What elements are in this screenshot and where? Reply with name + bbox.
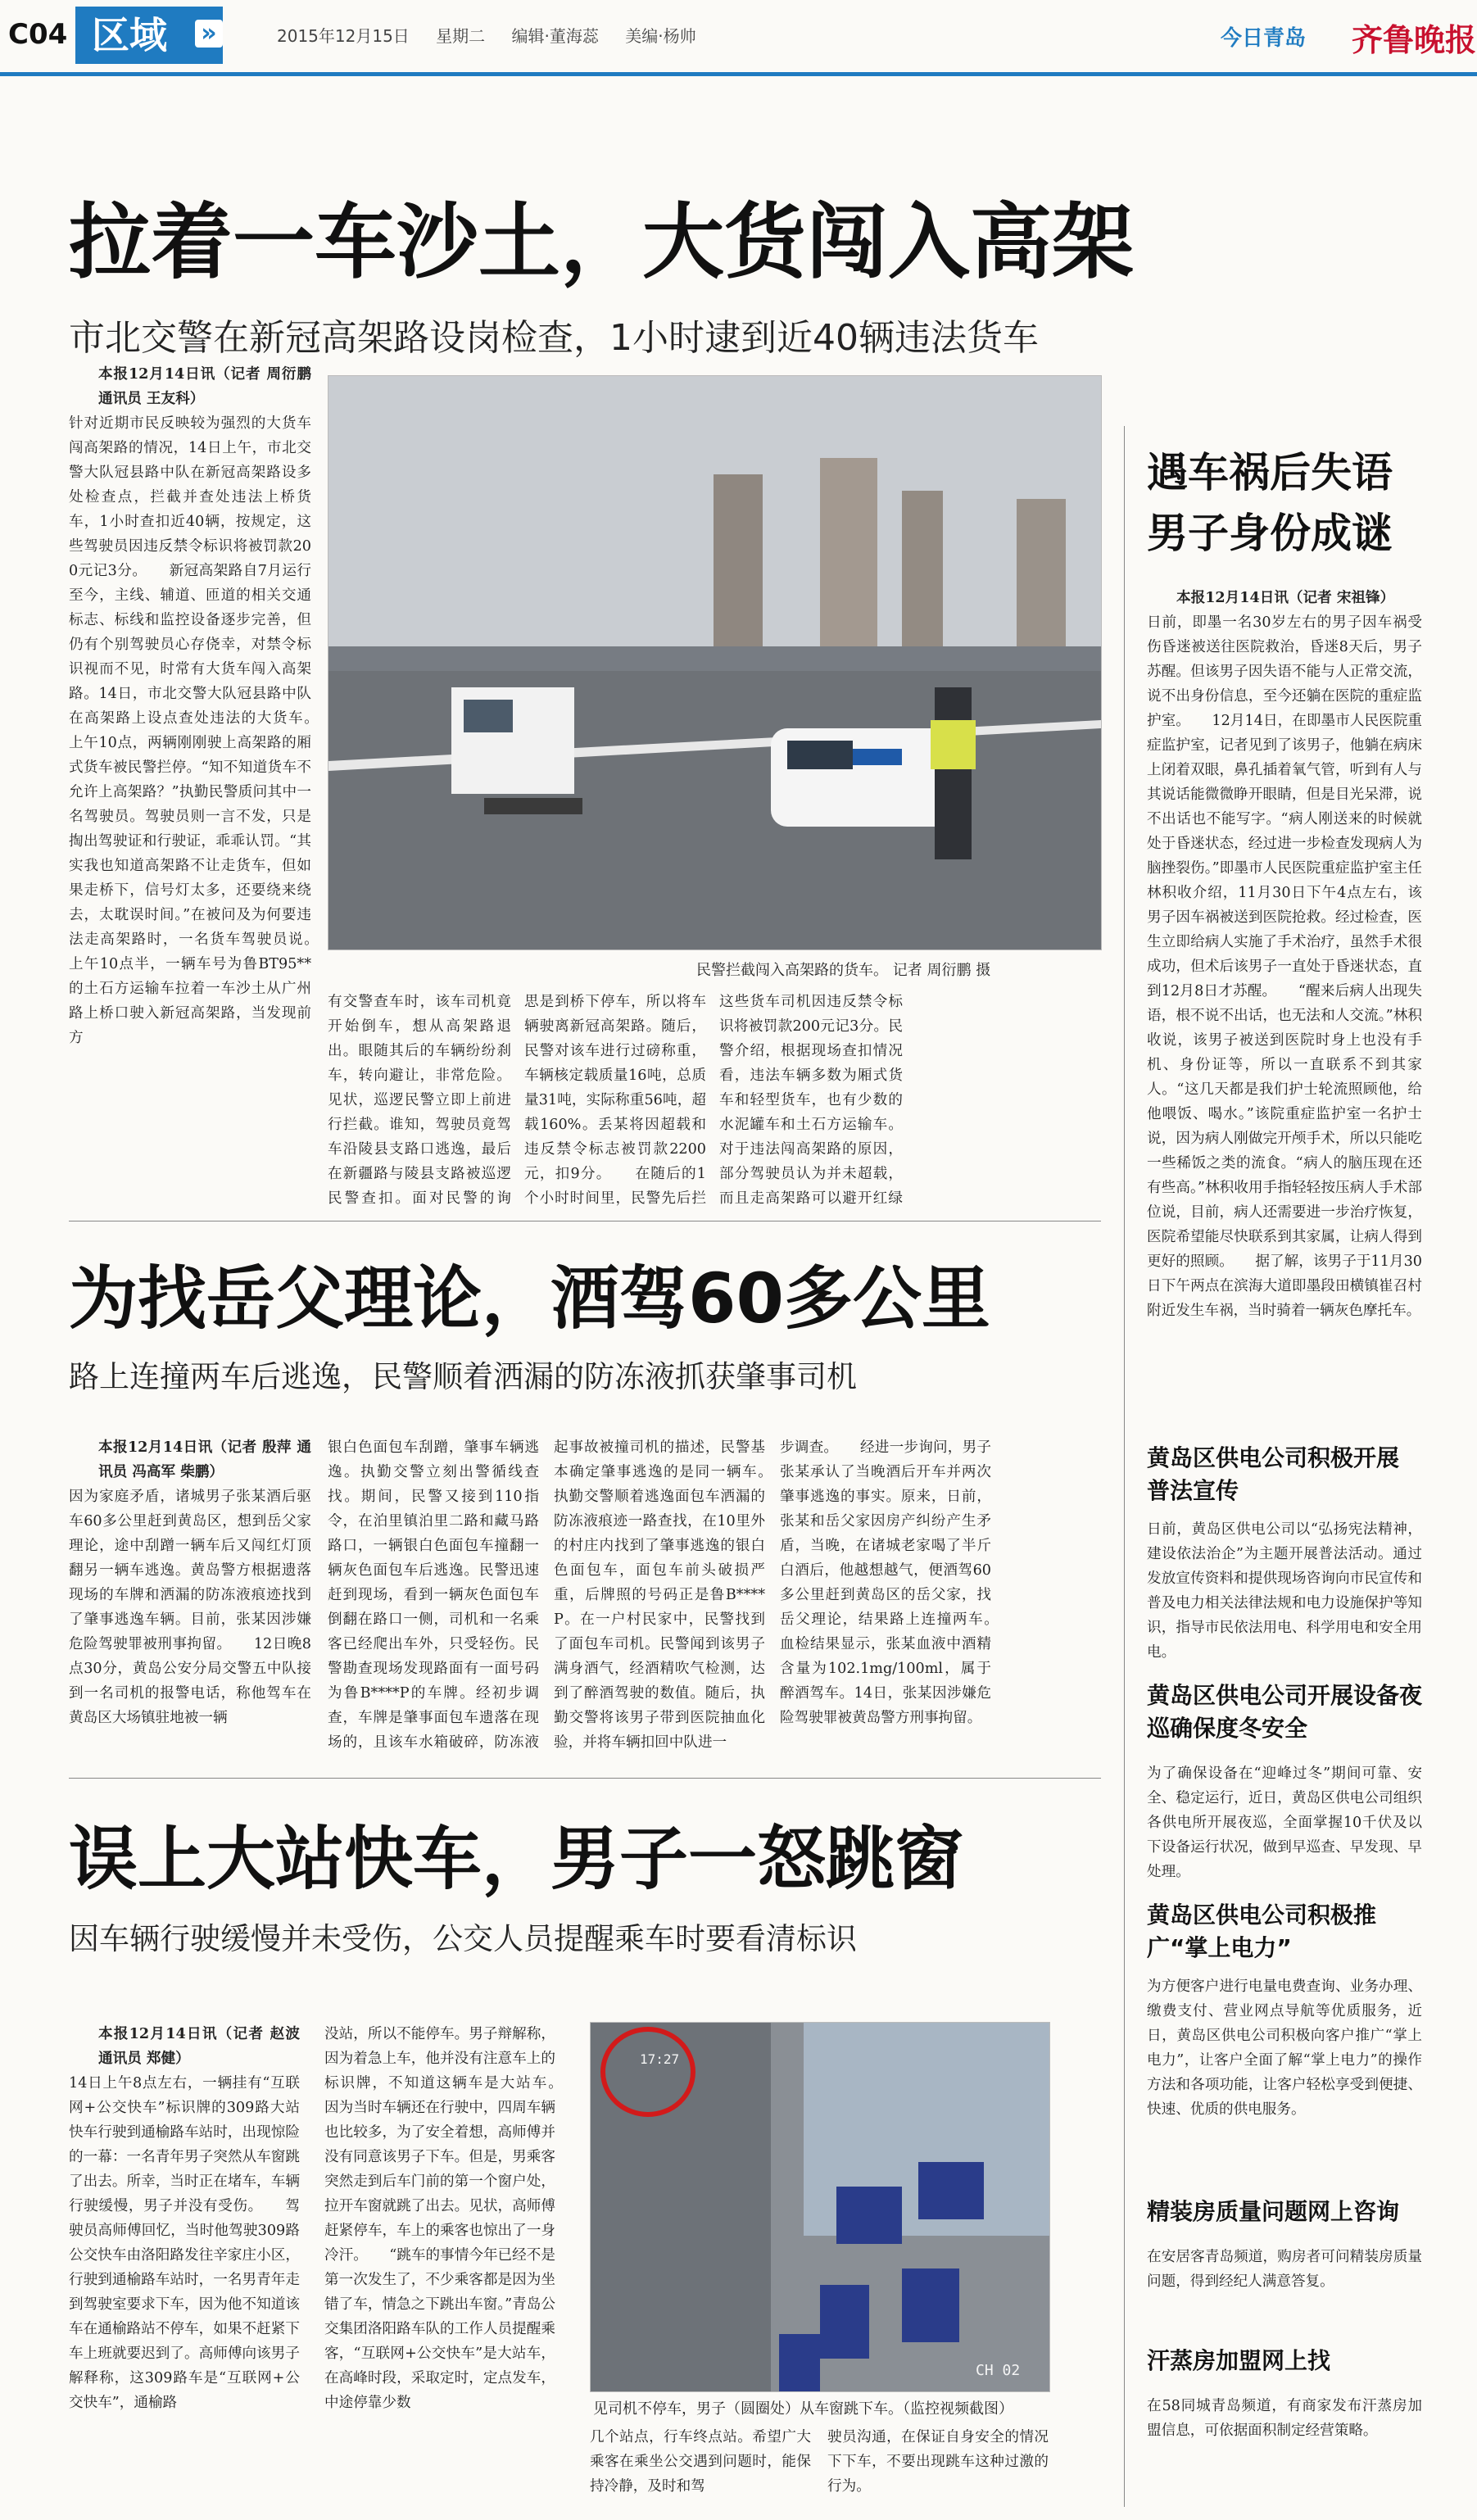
- cctv-channel: CH 02: [976, 2362, 1021, 2379]
- brief4-body: [1147, 2245, 1422, 2318]
- story3-text-3: 几个站点，行车终点站。希望广大乘客在乘坐公交遇到问题时，能保持冷静，及时和驾: [590, 2429, 811, 2495]
- story1-column-4: [719, 990, 903, 1208]
- designer-credit: 美编·杨帅: [625, 26, 696, 46]
- header-meta: [277, 23, 718, 47]
- sidebar-lead-title: 遇车祸后失语 男子身份成谜: [1147, 449, 1393, 557]
- story2-text-2: 银白色面包车刮蹭，肇事车辆逃逸。执勤交警立刻出警循线查找。期间，民警又接到110指令，在泊里镇泊里二路和藏马路路口，一辆银白色面包车撞翻一辆灰色面包车后逃逸。民警迅速赶到现场，看到一辆灰色面包车倒翻在路口一侧，司机和一名乘客已经爬出车外，只受轻伤。民警勘查现场发现路面有一面号码为鲁B****P的车牌。经初步调查，车牌是肇事面包车遗落在现场的，且该车水箱破碎，防冻液: [328, 1439, 539, 1751]
- cctv-timestamp: 17:27: [640, 2051, 680, 2067]
- highway-photo: [328, 376, 1101, 950]
- double-chevron-right-icon: »: [195, 20, 223, 48]
- story2-headline: 为找岳父理论，酒驾60多公里: [69, 1258, 990, 1339]
- story2-subhead: 路上连撞两车后逃逸，民警顺着洒漏的防冻液抓获肇事司机: [69, 1359, 857, 1394]
- story2-text-4: 步调查。 经进一步询问，男子张某承认了当晚酒后开车并两次肇事逃逸的事实。原来，日前，张某和岳父家因房产纠纷产生矛盾，当晚，在诸城老家喝了半斤白酒后，他越想越气，便酒驾60多公里赶到黄岛区的岳父家，找岳父理论，结果路上连撞两车。 血检结果显示，张某血液中酒精含量为102.1mg/100ml，属于醉酒驾车。14日，张某因涉嫌危险驾驶罪被黄岛警方刑事拘留。: [780, 1439, 991, 1726]
- story2-text-3: 起事故被撞司机的描述，民警基本确定肇事逃逸的是同一辆车。 执勤交警顺着逃逸面包车洒漏的防冻液痕迹一路查找，在10里外的村庄内找到了肇事逃逸的银白色面包车，面包车前头破损严重，后牌照的号码正是鲁B****P。在一户村民家中，民警找到了面包车司机。民警闻到该男子满身酒气，经酒精吹气检测，达到了醉酒驾驶的数值。随后，执勤交警将该男子带到医院抽血化验，并将车辆扣回中队进一: [554, 1439, 765, 1751]
- brief2-text: 为了确保设备在“迎峰过冬”期间可靠、安全、稳定运行，近日，黄岛区供电公司组织各供电所开展夜巡，全面掌握10千伏及以下设备运行状况，做到早巡查、早发现、早处理。: [1147, 1765, 1422, 1880]
- story3-column-1: [69, 2022, 300, 2520]
- brief2-body: [1147, 1761, 1422, 1884]
- story3-photo: [590, 2022, 1050, 2392]
- story3-column-2: [324, 2022, 555, 2520]
- story3-photo-caption: 见司机不停车，男子（圆圈处）从车窗跳下车。（监控视频截图）: [593, 2400, 1013, 2418]
- brief1-body: [1147, 1517, 1422, 1663]
- story3-column-3: [590, 2425, 811, 2518]
- story1-text-2: 有交警查车时，该车司机竟开始倒车，想从高架路退出。眼随其后的车辆纷纷刹车，转向避让，非常危险。见状，巡逻民警立即上前进行拦截。谁知，驾驶员竟驾车沿陵县支路口逃逸，最后在新疆路与陵县支路被巡逻民警查扣。面对民警的询: [328, 994, 511, 1207]
- story2-text-1: 因为家庭矛盾，诸城男子张某酒后驱车60多公里赶到黄岛区，想到岳父家理论，途中刮蹭一辆车后又闯红灯顶翻另一辆车逃逸。黄岛警方根据遗落现场的车牌和洒漏的防冻液痕迹找到了肇事逃逸车辆。目前，张某因涉嫌危险驾驶罪被刑事拘留。 12日晚8点30分，黄岛公安分局交警五中队接到一名司机的报警电话，称他驾车在黄岛区大场镇驻地被一辆: [69, 1489, 311, 1726]
- brief5-text: 在58同城青岛频道，有商家发布汗蒸房加盟信息，可依据面积制定经营策略。: [1147, 2398, 1422, 2439]
- editor-credit: 编辑·董海蕊: [511, 26, 599, 46]
- sidebar-divider: [1124, 426, 1125, 2507]
- story3-byline: 本报12月14日讯（记者 赵波 通讯员 郑健）: [98, 2025, 300, 2067]
- story1-photo: [328, 375, 1102, 950]
- issue-weekday: 星期二: [436, 26, 486, 46]
- story1-photo-caption: 民警拦截闯入高架路的货车。 记者 周衍鹏 摄: [696, 962, 991, 979]
- brief3-body: [1147, 1974, 1422, 2171]
- story3-subhead: 因车辆行驶缓慢并未受伤，公交人员提醒乘车时要看清标识: [69, 1921, 857, 1956]
- story1-column-1: [69, 362, 311, 1208]
- brief3-text: 为方便客户进行电量电费查询、业务办理、缴费支付、营业网点导航等优质服务，近日，黄岛区供电公司积极向客户推广“掌上电力”，让客户全面了解“掌上电力”的操作方法和各项功能，让客户轻松享受到便捷、快速、优质的供电服务。: [1147, 1978, 1422, 2118]
- story1-headline: 拉着一车沙土，大货闯入高架: [69, 194, 1134, 290]
- story1-byline: 本报12月14日讯（记者 周衍鹏 通讯员 王友科）: [98, 365, 311, 407]
- story1-text-3: 思是到桥下停车，所以将车辆驶离新冠高架路。随后，民警对该车进行过磅称重，车辆核定载质量16吨，总质量31吨，实际称重56吨，超载160%。丢某将因超载和违反禁令标志被罚款2200元，扣9分。 在随后的1个小时时间里，民警先后拦: [524, 994, 706, 1207]
- sidebar-lead-byline: 本报12月14日讯（记者 宋祖锋）: [1176, 589, 1395, 606]
- story1-subhead: 市北交警在新冠高架路设岗检查，1小时逮到近40辆违法货车: [69, 317, 1039, 359]
- story2-column-1: [69, 1435, 311, 1755]
- story3-column-4: [827, 2425, 1049, 2518]
- section-badge: 区域: [75, 7, 223, 64]
- story2-column-3: [554, 1435, 765, 1755]
- story3-headline: 误上大站快车，男子一怒跳窗: [69, 1819, 964, 1899]
- divider: [69, 1778, 1101, 1779]
- story1-column-3: [524, 990, 706, 1208]
- column-name: 今日青岛: [1221, 26, 1307, 51]
- brief3-title: 黄岛区供电公司积极推广“掌上电力”: [1147, 1901, 1377, 1961]
- bus-cctv-photo: [591, 2023, 1049, 2391]
- brief4-text: 在安居客青岛频道，购房者可问精装房质量问题，得到经纪人满意答复。: [1147, 2249, 1422, 2290]
- story3-text-2: 没站，所以不能停车。男子辩解称，因为着急上车，他并没有注意车上的标识牌，不知道这辆车是大站车。 因为当时车辆还在行驶中，四周车辆也比较多，为了安全着想，高师傅并没有同意该男子下车。但是，男乘客突然走到后车门前的第一个窗户处，拉开车窗就跳了出去。见状，高师傅赶紧停车，车上的乘客也惊出了一身冷汗。 “跳车的事情今年已经不是第一次发生了，不少乘客都是因为坐错了车，情急之下跳出车窗。”青岛公交集团洛阳路车队的工作人员提醒乘客，“互联网+公交快车”是大站车，在高峰时段，采取定时，定点发车，中途停靠少数: [324, 2026, 555, 2411]
- brief4-title: 精装房质量问题网上咨询: [1147, 2198, 1400, 2225]
- page-number: C04: [8, 18, 68, 51]
- story3-text-1: 14日上午8点左右，一辆挂有“互联网+公交快车”标识牌的309路大站快车行驶到通榆路车站时，出现惊险的一幕：一名青年男子突然从车窗跳了出去。所幸，当时正在堵车，车辆行驶缓慢，男子并没有受伤。 驾驶员高师傅回忆，当时他驾驶309路公交快车由洛阳路发往辛家庄小区，行驶到通榆路车站时，一名男青年走到驾驶室要求下车，因为他不知道该车在通榆路站不停车，如果不赶紧下车上班就要迟到了。高师傅向该男子解释称，这309路车是“互联网+公交快车”，通榆路: [69, 2075, 300, 2411]
- sidebar-lead-text: 日前，即墨一名30岁左右的男子因车祸受伤昏迷被送往医院救治，昏迷8天后，男子苏醒。但该男子因失语不能与人正常交流，说不出身份信息，至今还躺在医院的重症监护室。 12月14日，在即墨市人民医院重症监护室，记者见到了该男子，他躺在病床上闭着双眼，鼻孔插着氧气管，听到有人与其说话能微微睁开眼睛，但是目光呆滞，说不出话也不能写字。“病人刚送来的时候就处于昏迷状态，经过进一步检查发现病人为脑挫裂伤。”即墨市人民医院重症监护室主任林积收介绍，11月30日下午4点左右，该男子因车祸被送到医院抢救。经过检查，医生立即给病人实施了手术治疗，虽然手术很成功，但术后该男子一直处于昏迷状态，直到12月8日才苏醒。 “醒来后病人出现失语，根不说不出话，也无法和人交流。”林积收说，该男子被送到医院时身上也没有手机、身份证等，所以一直联系不到其家人。“这几天都是我们护士轮流照顾他，给他喂饭、喝水。”该院重症监护室一名护士说，因为病人刚做完开颅手术，所以只能吃一些稀饭之类的流食。“病人的脑压现在还有些高。”林积收用手指轻轻按压病人手术部位说，目前，病人还需要进一步治疗恢复，医院希望能尽快联系到其家属，让病人得到更好的照顾。 据了解，该男子于11月30日下午两点在滨海大道即墨段田横镇崔召村附近发生车祸，当时骑着一辆灰色摩托车。: [1147, 614, 1422, 1319]
- brief5-title: 汗蒸房加盟网上找: [1147, 2347, 1331, 2374]
- brief5-body: [1147, 2394, 1422, 2492]
- story1-column-2: [328, 990, 511, 1208]
- story2-column-4: [780, 1435, 991, 1755]
- story2-byline: 本报12月14日讯（记者 殷萍 通讯员 冯高军 柴鹏）: [98, 1439, 311, 1480]
- story2-column-2: [328, 1435, 539, 1755]
- sidebar-lead-body: [1147, 586, 1422, 1421]
- newspaper-brand: 齐鲁晚报: [1352, 21, 1477, 58]
- story3-text-4: 驶员沟通，在保证自身安全的情况下下车，不要出现跳车这种过激的行为。: [827, 2429, 1049, 2495]
- brief1-text: 日前，黄岛区供电公司以“弘扬宪法精神，建设依法治企”为主题开展普法活动。通过发放宣传资料和提供现场咨询向市民宣传和普及电力相关法律法规和电力设施保护等知识，指导市民依法用电、科学用电和安全用电。: [1147, 1521, 1422, 1661]
- brief2-title: 黄岛区供电公司开展设备夜巡确保度冬安全: [1147, 1682, 1423, 1742]
- issue-date: 2015年12月15日: [277, 26, 410, 46]
- story1-text-1: 针对近期市民反映较为强烈的大货车闯高架路的情况，14日上午，市北交警大队冠县路中队在新冠高架路设多处检查点，拦截并查处违法上桥货车，1小时查扣近40辆，按规定，这些驾驶员因违反禁令标识将被罚款200元记3分。 新冠高架路自7月运行至今，主线、辅道、匝道的相关交通标志、标线和监控设备逐步完善，但仍有个别驾驶员心存侥幸，对禁令标识视而不见，时常有大货车闯入高架路。14日，市北交警大队冠县路中队在高架路上设点查处违法的大货车。 上午10点，两辆刚刚驶上高架路的厢式货车被民警拦停。“知不知道货车不允许上高架路？”执勤民警质问其中一名驾驶员。驾驶员则一言不发，只是掏出驾驶证和行驶证，乖乖认罚。“其实我也知道高架路不让走货车，但如果走桥下，信号灯太多，还要绕来绕去，太耽误时间。”在被问及为何要违法走高架路时，一名货车驾驶员说。 上午10点半，一辆车号为鲁BT95**的土石方运输车拉着一车沙土从广州路上桥口驶入新冠高架路，当发现前方: [69, 415, 311, 1046]
- brief1-title: 黄岛区供电公司积极开展普法宣传: [1147, 1444, 1400, 1504]
- story1-text-4: 这些货车司机因违反禁令标识将被罚款200元记3分。民警介绍，根据现场查扣情况看，违法车辆多数为厢式货车和轻型货车，也有少数的水泥罐车和土石方运输车。对于违法闯高架路的原因，部分驾驶员认为并未超载，而且走高架路可以避开红绿: [719, 994, 903, 1207]
